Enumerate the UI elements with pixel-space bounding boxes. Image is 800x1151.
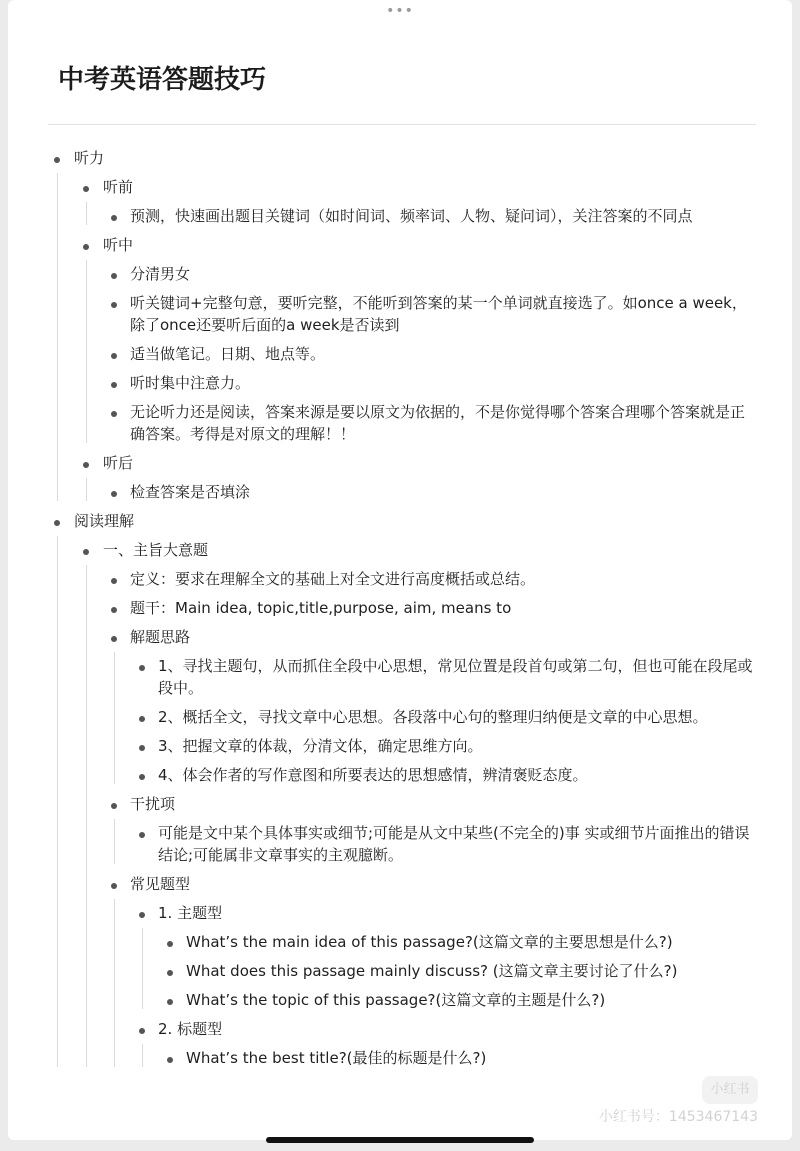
outline-list-level-2	[8, 173, 792, 507]
bullet-icon[interactable]	[111, 273, 117, 279]
outline-children	[8, 899, 792, 1073]
outline-row[interactable]	[8, 202, 792, 231]
outline-item-text[interactable]: 3、把握文章的体裁，分清文体，确定思维方向。	[158, 737, 483, 755]
outline-list-level-3	[8, 260, 792, 449]
bullet-icon[interactable]	[111, 491, 117, 497]
bullet-icon[interactable]	[83, 462, 89, 468]
bullet-icon[interactable]	[111, 411, 117, 417]
watermark-id: 小红书号：1453467143	[598, 1109, 758, 1125]
bullet-icon[interactable]	[83, 244, 89, 250]
outline-row[interactable]	[8, 565, 792, 594]
outline-row[interactable]	[8, 986, 792, 1015]
outline-children	[8, 478, 792, 507]
outline-item[interactable]	[8, 144, 792, 507]
outline-item-text[interactable]: 题干：Main idea, topic,title,purpose, aim, means to	[130, 599, 512, 617]
outline-item[interactable]	[8, 369, 792, 398]
outline-tree	[8, 144, 792, 1073]
bullet-icon[interactable]	[111, 382, 117, 388]
outline-item-text[interactable]: 常见题型	[130, 875, 191, 893]
outline-item[interactable]	[8, 340, 792, 369]
outline-row[interactable]	[8, 289, 792, 340]
bullet-icon[interactable]	[54, 520, 60, 526]
outline-children	[8, 173, 792, 507]
outline-row[interactable]	[8, 340, 792, 369]
bullet-icon[interactable]	[139, 774, 145, 780]
bullet-icon[interactable]	[139, 832, 145, 838]
bullet-icon[interactable]	[111, 302, 117, 308]
outline-item-text[interactable]: 听后	[103, 454, 134, 472]
outline-list-level-5	[8, 1044, 792, 1073]
outline-list-level-4	[8, 652, 792, 790]
outline-item[interactable]	[8, 478, 792, 507]
outline-item-text[interactable]: 听时集中注意力。	[130, 374, 251, 392]
bullet-icon[interactable]	[111, 215, 117, 221]
outline-row[interactable]	[8, 623, 792, 652]
outline-item-text[interactable]: 2. 标题型	[158, 1020, 223, 1038]
outline-item[interactable]	[8, 819, 792, 870]
outline-list-level-3	[8, 202, 792, 231]
bullet-icon[interactable]	[139, 1028, 145, 1034]
bullet-icon[interactable]	[167, 970, 173, 976]
bullet-icon[interactable]	[139, 745, 145, 751]
outline-item[interactable]	[8, 507, 792, 1073]
outline-item[interactable]	[8, 202, 792, 231]
outline-list-level-1	[8, 144, 792, 1073]
outline-item-text[interactable]: 检查答案是否填涂	[130, 483, 251, 501]
bullet-icon[interactable]	[167, 941, 173, 947]
outline-row[interactable]	[8, 398, 792, 449]
outline-item[interactable]	[8, 986, 792, 1015]
outline-item-text[interactable]: 适当做笔记。日期、地点等。	[130, 345, 326, 363]
outline-list-level-2	[8, 536, 792, 1073]
more-options-icon[interactable]: •••	[386, 3, 414, 19]
outline-row[interactable]	[8, 652, 792, 703]
outline-item-text[interactable]: 定义：要求在理解全文的基础上对全文进行高度概括或总结。	[130, 570, 536, 588]
outline-item-text[interactable]: 1. 主题型	[158, 904, 223, 922]
bullet-icon[interactable]	[139, 665, 145, 671]
outline-item-text[interactable]: 无论听力还是阅读，答案来源是要以原文为依据的，不是你觉得哪个答案合理哪个答案就是正确答案。考得是对原文的理解！！	[130, 403, 746, 443]
outline-item-text[interactable]: What’s the main idea of this passage?(这篇文章的主要思想是什么?)	[186, 933, 673, 951]
outline-row[interactable]	[8, 819, 792, 870]
outline-row[interactable]	[8, 369, 792, 398]
bullet-icon[interactable]	[111, 607, 117, 613]
bullet-icon[interactable]	[111, 883, 117, 889]
watermark-logo: 小红书	[702, 1076, 758, 1104]
outline-item[interactable]	[8, 703, 792, 732]
outline-item[interactable]	[8, 928, 792, 957]
outline-item[interactable]	[8, 260, 792, 289]
outline-item-text[interactable]: 预测，快速画出题目关键词（如时间词、频率词、人物、疑问词），关注答案的不同点	[130, 207, 693, 225]
outline-children	[8, 202, 792, 231]
outline-children	[8, 819, 792, 870]
outline-item[interactable]	[8, 761, 792, 790]
outline-row[interactable]	[8, 899, 792, 928]
outline-item[interactable]	[8, 536, 792, 1073]
outline-item-text[interactable]: 一、主旨大意题	[103, 541, 209, 559]
bullet-icon[interactable]	[167, 999, 173, 1005]
outline-list-level-4	[8, 899, 792, 1073]
outline-row[interactable]	[8, 928, 792, 957]
outline-children	[8, 260, 792, 449]
outline-row[interactable]	[8, 507, 792, 536]
bullet-icon[interactable]	[139, 716, 145, 722]
outline-row[interactable]	[8, 260, 792, 289]
outline-item[interactable]	[8, 449, 792, 507]
outline-children	[8, 928, 792, 1015]
outline-item-text[interactable]: 解题思路	[130, 628, 191, 646]
outline-row[interactable]	[8, 732, 792, 761]
home-indicator[interactable]	[266, 1137, 534, 1143]
bullet-icon[interactable]	[167, 1057, 173, 1063]
outline-item[interactable]	[8, 1044, 792, 1073]
page-title: 中考英语答题技巧	[58, 65, 267, 95]
outline-list-level-5	[8, 928, 792, 1015]
outline-row[interactable]	[8, 761, 792, 790]
outline-item[interactable]	[8, 652, 792, 703]
outline-item-text[interactable]: What’s the best title?(最佳的标题是什么?)	[186, 1049, 487, 1067]
bullet-icon[interactable]	[83, 549, 89, 555]
outline-row[interactable]	[8, 144, 792, 173]
outline-children	[8, 536, 792, 1073]
note-page	[8, 0, 792, 1140]
bullet-icon[interactable]	[111, 636, 117, 642]
outline-item[interactable]	[8, 565, 792, 594]
outline-item-text[interactable]: 听前	[103, 178, 134, 196]
bullet-icon[interactable]	[139, 912, 145, 918]
outline-list-level-4	[8, 819, 792, 870]
outline-children	[8, 565, 792, 1073]
bullet-icon[interactable]	[111, 578, 117, 584]
outline-item[interactable]	[8, 398, 792, 449]
outline-row[interactable]	[8, 173, 792, 202]
outline-item-text[interactable]: 听力	[74, 149, 105, 167]
outline-item-text[interactable]: 1、寻找主题句，从而抓住全段中心思想，常见位置是段首句或第二句，但也可能在段尾或段中。	[158, 657, 753, 697]
outline-row[interactable]	[8, 478, 792, 507]
outline-item-text[interactable]: 分清男女	[130, 265, 191, 283]
outline-item[interactable]	[8, 732, 792, 761]
bullet-icon[interactable]	[111, 353, 117, 359]
outline-row[interactable]	[8, 870, 792, 899]
outline-item[interactable]	[8, 870, 792, 1073]
outline-item-text[interactable]: 听中	[103, 236, 134, 254]
outline-row[interactable]	[8, 1044, 792, 1073]
outline-list-level-3	[8, 565, 792, 1073]
outline-list-level-3	[8, 478, 792, 507]
outline-item-text[interactable]: What does this passage mainly discuss? (这篇文章主要讨论了什么?)	[186, 962, 678, 980]
outline-children	[8, 1044, 792, 1073]
outline-row[interactable]	[8, 231, 792, 260]
outline-item[interactable]	[8, 594, 792, 623]
outline-row[interactable]	[8, 536, 792, 565]
bullet-icon[interactable]	[83, 186, 89, 192]
outline-row[interactable]	[8, 703, 792, 732]
outline-row[interactable]	[8, 1015, 792, 1044]
outline-item-text[interactable]: 可能是文中某个具体事实或细节;可能是从文中某些(不完全的)事 实或细节片面推出的错误结论;可能属非文章事实的主观臆断。	[158, 824, 750, 864]
outline-row[interactable]	[8, 449, 792, 478]
outline-item-text[interactable]: 2、概括全文，寻找文章中心思想。各段落中心句的整理归纳便是文章的中心思想。	[158, 708, 708, 726]
bullet-icon[interactable]	[111, 803, 117, 809]
outline-item[interactable]	[8, 289, 792, 340]
outline-item[interactable]	[8, 790, 792, 870]
outline-item[interactable]	[8, 173, 792, 231]
outline-item-text[interactable]: 4、体会作者的写作意图和所要表达的思想感情，辨清褒贬态度。	[158, 766, 588, 784]
outline-row[interactable]	[8, 594, 792, 623]
outline-item[interactable]	[8, 957, 792, 986]
outline-row[interactable]	[8, 790, 792, 819]
outline-item[interactable]	[8, 899, 792, 1015]
outline-item-text[interactable]: 听关键词+完整句意，要听完整，不能听到答案的某一个单词就直接选了。如once a week，除了once还要听后面的a week是否读到	[130, 294, 747, 334]
outline-item[interactable]	[8, 231, 792, 449]
outline-item-text[interactable]: 干扰项	[130, 795, 176, 813]
outline-item[interactable]	[8, 623, 792, 790]
outline-item-text[interactable]: What’s the topic of this passage?(这篇文章的主题是什么?)	[186, 991, 606, 1009]
outline-item-text[interactable]: 阅读理解	[74, 512, 135, 530]
outline-children	[8, 652, 792, 790]
outline-item[interactable]	[8, 1015, 792, 1073]
bullet-icon[interactable]	[54, 157, 60, 163]
outline-row[interactable]	[8, 957, 792, 986]
title-divider	[48, 124, 756, 125]
